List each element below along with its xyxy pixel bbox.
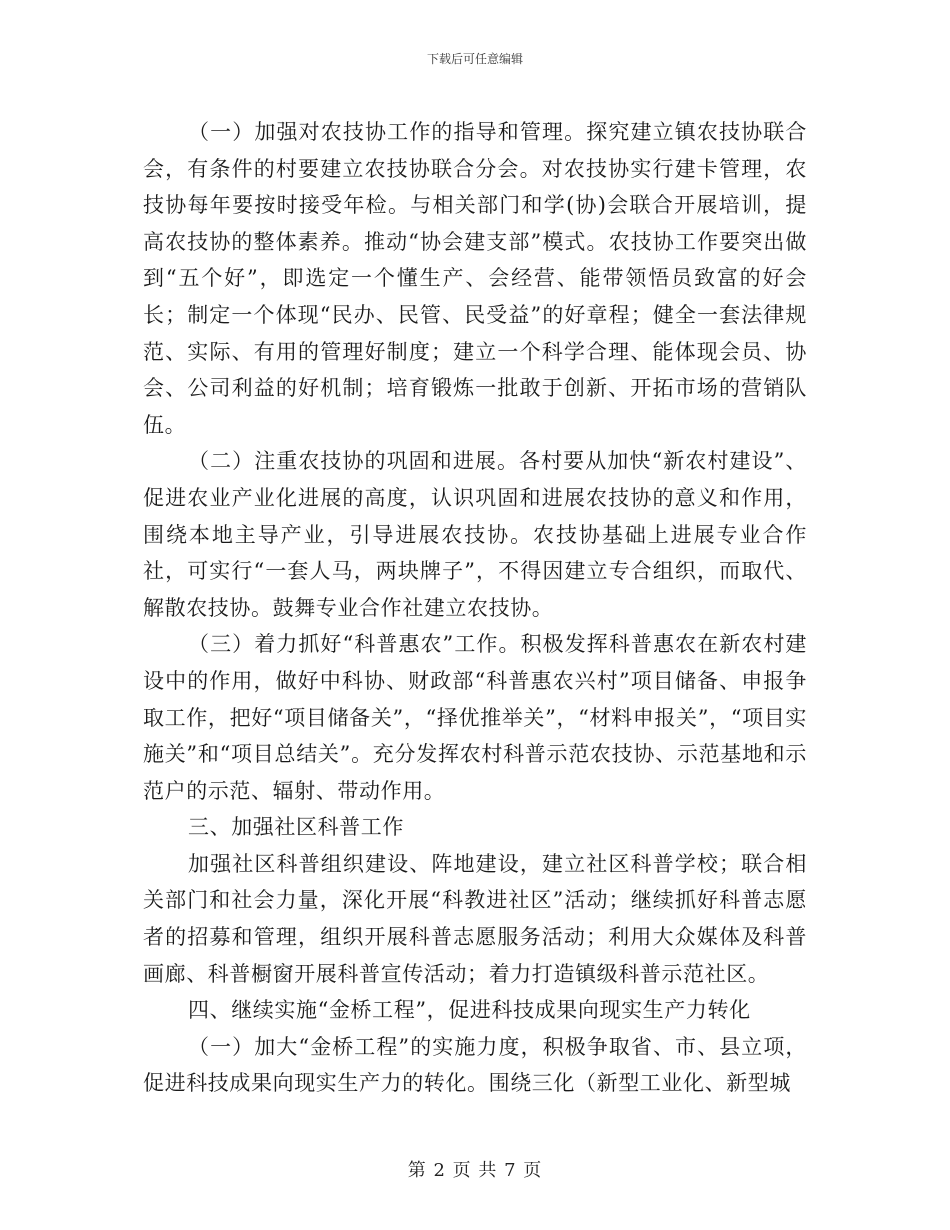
section-heading-3: 三、加强社区科普工作 bbox=[188, 815, 404, 840]
paragraph-5: （一）加大“金桥工程”的实施力度，积极争取省、市、县立项，促进科技成果向现实生产力的转化。围绕三化（新型工业化、新型城 bbox=[143, 1034, 807, 1096]
document-body bbox=[143, 114, 807, 1102]
paragraph-3: （三）着力抓好“科普惠农”工作。积极发挥科普惠农在新农村建设中的作用，做好中科协、财政部“科普惠农兴村”项目储备、申报争取工作，把好“项目储备关”，“择优推举关”，“材料申报关”，“项目实施关”和“项目总结关”。充分发挥农村科普示范农技协、示范基地和示范户的示范、辐射、带动作用。 bbox=[143, 632, 807, 803]
section-heading-4: 四、继续实施“金桥工程”，促进科技成果向现实生产力转化 bbox=[188, 998, 751, 1023]
paragraph-4: 加强社区科普组织建设、阵地建设，建立社区科普学校；联合相关部门和社会力量，深化开展“科教进社区”活动；继续抓好科普志愿者的招募和管理，组织开展科普志愿服务活动；利用大众媒体及科普画廊、科普橱窗开展科普宣传活动；着力打造镇级科普示范社区。 bbox=[143, 851, 807, 986]
page-number: 第 2 页 共 7 页 bbox=[407, 1160, 543, 1181]
paragraph-2: （二）注重农技协的巩固和进展。各村要从加快“新农村建设”、促进农业产业化进展的高度，认识巩固和进展农技协的意义和作用，围绕本地主导产业，引导进展农技协。农技协基础上进展专业合作社，可实行“一套人马，两块牌子”，不得因建立专合组织，而取代、解散农技协。鼓舞专业合作社建立农技协。 bbox=[143, 449, 807, 620]
paragraph-1: （一）加强对农技协工作的指导和管理。探究建立镇农技协联合会，有条件的村要建立农技协联合分会。对农技协实行建卡管理，农技协每年要按时接受年检。与相关部门和学(协)会联合开展培训，提高农技协的整体素养。推动“协会建支部”模式。农技协工作要突出做到“五个好”，即选定一个懂生产、会经营、能带领悟员致富的好会长；制定一个体现“民办、民管、民受益”的好章程；健全一套法律规范、实际、有用的管理好制度；建立一个科学合理、能体现会员、协会、公司利益的好机制；培育锻炼一批敢于创新、开拓市场的营销队伍。 bbox=[143, 120, 807, 437]
page-header: 下载后可任意编辑 bbox=[426, 52, 523, 66]
